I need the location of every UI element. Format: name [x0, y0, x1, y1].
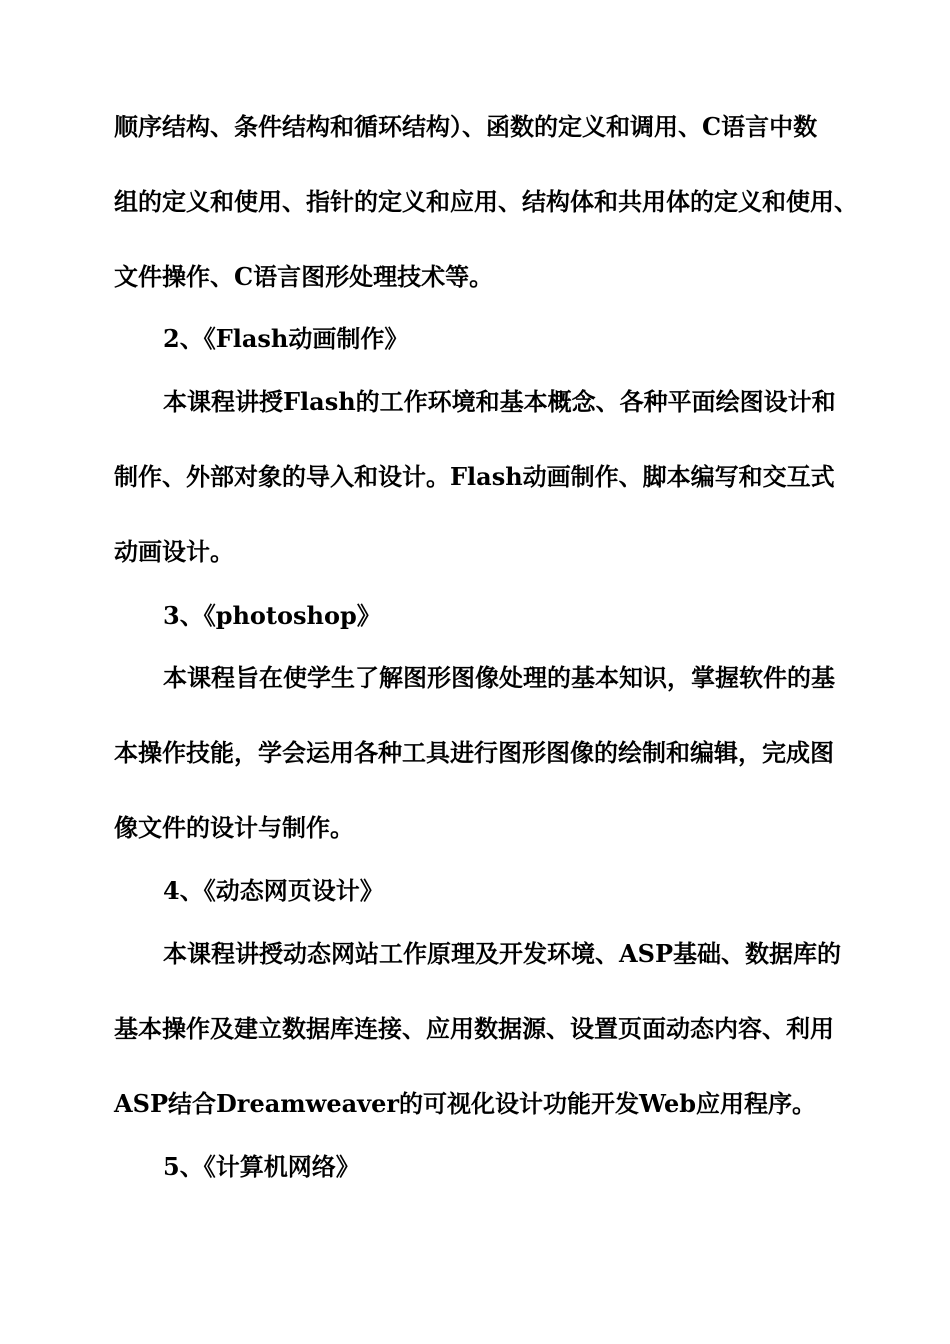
dynamic-web-course-heading: 4、《动态网页设计》 [163, 876, 384, 905]
photoshop-course-line-3: 像文件的设计与制作。 [114, 813, 354, 842]
c-language-line-3: 文件操作、C语言图形处理技术等。 [114, 262, 494, 291]
flash-course-line-3: 动画设计。 [114, 537, 234, 566]
flash-course-line-1: 本课程讲授Flash的工作环境和基本概念、各种平面绘图设计和 [163, 387, 836, 416]
photoshop-course-heading: 3、《photoshop》 [163, 601, 381, 630]
flash-course-line-2: 制作、外部对象的导入和设计。Flash动画制作、脚本编写和交互式 [114, 462, 835, 491]
computer-network-course-heading: 5、《计算机网络》 [163, 1152, 360, 1181]
flash-course-heading: 2、《Flash动画制作》 [163, 324, 409, 353]
c-language-line-1: 顺序结构、条件结构和循环结构）、函数的定义和调用、C语言中数 [114, 112, 818, 141]
dynamic-web-course-line-2: 基本操作及建立数据库连接、应用数据源、设置页面动态内容、利用 [114, 1014, 834, 1043]
photoshop-course-line-1: 本课程旨在使学生了解图形图像处理的基本知识，掌握软件的基 [163, 663, 835, 692]
dynamic-web-course-line-3: ASP结合Dreamweaver的可视化设计功能开发Web应用程序。 [114, 1089, 817, 1118]
photoshop-course-line-2: 本操作技能，学会运用各种工具进行图形图像的绘制和编辑，完成图 [114, 738, 834, 767]
dynamic-web-course-line-1: 本课程讲授动态网站工作原理及开发环境、ASP基础、数据库的 [163, 939, 841, 968]
c-language-line-2: 组的定义和使用、指针的定义和应用、结构体和共用体的定义和使用、 [114, 187, 858, 216]
